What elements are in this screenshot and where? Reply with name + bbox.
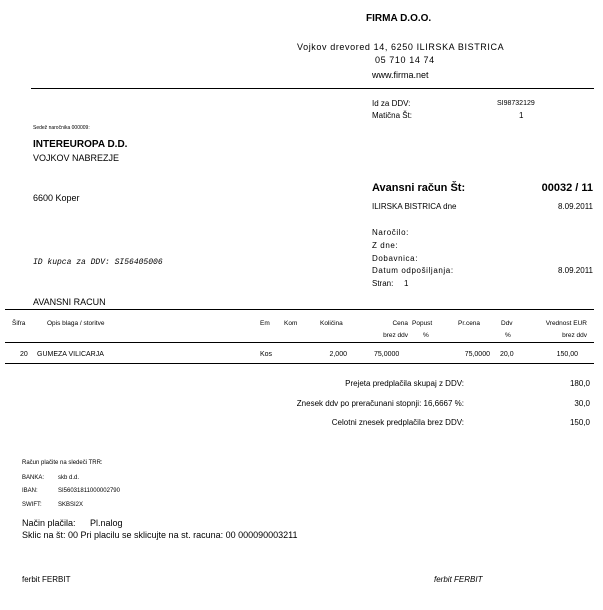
col-ddv-sub: % bbox=[505, 332, 511, 339]
iban-value: SI56031811000002790 bbox=[58, 488, 120, 494]
customer-name: INTEREUROPA D.D. bbox=[33, 139, 128, 150]
table-top-line bbox=[5, 309, 594, 310]
znesek-ddv-value: 30,0 bbox=[574, 399, 590, 408]
maticna-value: 1 bbox=[519, 111, 524, 120]
col-popust-sub: % bbox=[423, 332, 429, 339]
row-vrednost: 150,00 bbox=[556, 351, 578, 358]
company-name: FIRMA D.O.O. bbox=[366, 13, 432, 24]
narocilo-label: Naročilo: bbox=[372, 228, 409, 237]
col-cena-sub: brez ddv bbox=[383, 332, 408, 339]
row-cena: 75,0000 bbox=[374, 351, 400, 358]
banka-label: BANKA: bbox=[22, 475, 45, 481]
invoice-number: 00032 / 11 bbox=[541, 182, 593, 194]
table-bottom-line bbox=[5, 363, 594, 364]
company-phone: 05 710 14 74 bbox=[375, 55, 435, 65]
payment-heading: Račun plačite na sledeči TRR: bbox=[22, 460, 103, 466]
col-kom: Kom bbox=[284, 320, 298, 327]
stran-label: Stran: bbox=[372, 279, 394, 288]
footer-left: ferbit FERBIT bbox=[22, 575, 71, 584]
celotni-label: Celotni znesek predplačila brez DDV: bbox=[331, 418, 464, 427]
row-opis: GUMEZA VILICARJA bbox=[37, 351, 104, 358]
invoice-place: ILIRSKA BISTRICA dne bbox=[372, 202, 457, 211]
stran-value: 1 bbox=[404, 279, 409, 288]
nacin-label: Način plačila: bbox=[22, 518, 76, 528]
col-kolicina: Količina bbox=[320, 320, 343, 327]
celotni-value: 150,0 bbox=[569, 418, 590, 427]
customer-id: ID kupca za DDV: SI56405006 bbox=[33, 258, 163, 267]
row-sifra: 20 bbox=[20, 351, 28, 358]
col-vrednost-sub: brez ddv bbox=[562, 332, 587, 339]
maticna-label: Matična Št: bbox=[372, 111, 413, 120]
col-em: Em bbox=[260, 320, 270, 327]
col-cena: Cena bbox=[392, 320, 408, 327]
invoice-title: Avansni račun Št: bbox=[372, 182, 466, 194]
row-ddv: 20,0 bbox=[500, 351, 514, 358]
company-address: Vojkov drevored 14, 6250 ILIRSKA BISTRICA bbox=[297, 42, 505, 52]
prejeta-value: 180,0 bbox=[569, 379, 590, 388]
customer-street: VOJKOV NABREZJE bbox=[33, 153, 120, 163]
customer-postal: 6600 Koper bbox=[33, 193, 80, 203]
dobavnica-label: Dobavnica: bbox=[372, 254, 419, 263]
col-vrednost: Vrednost EUR bbox=[545, 320, 587, 327]
datum-odposiljanja-value: 8.09.2011 bbox=[558, 266, 593, 275]
footer-right: ferbit FERBIT bbox=[434, 575, 483, 584]
company-web: www.firma.net bbox=[372, 70, 429, 80]
col-sifra: Šifra bbox=[12, 320, 26, 327]
col-ddv: Ddv bbox=[501, 320, 513, 327]
z-dne-label: Z dne: bbox=[372, 241, 399, 250]
col-pcena: Pr.cena bbox=[458, 320, 481, 327]
swift-value: SKBSI2X bbox=[58, 502, 84, 508]
section-title: AVANSNI RACUN bbox=[33, 297, 106, 307]
ddv-id-value: SI98732129 bbox=[497, 100, 535, 107]
table-header-bottom-line bbox=[5, 342, 594, 343]
col-popust: Popust bbox=[412, 320, 433, 327]
row-em: Kos bbox=[260, 351, 273, 358]
ddv-id-label: Id za DDV: bbox=[372, 99, 411, 108]
iban-label: IBAN: bbox=[22, 488, 38, 494]
znesek-ddv-label: Znesek ddv po preračunani stopnji: 16,6667 %: bbox=[296, 399, 464, 408]
header-divider bbox=[31, 88, 594, 89]
col-opis: Opis blaga / storitve bbox=[47, 320, 105, 327]
nacin-value: Pl.nalog bbox=[90, 518, 123, 528]
sklic-line: Sklic na št: 00 Pri placilu se sklicujte na st. racuna: 00 000090003211 bbox=[22, 530, 298, 540]
banka-value: skb d.d. bbox=[58, 475, 80, 481]
prejeta-label: Prejeta predplačila skupaj z DDV: bbox=[345, 379, 464, 388]
row-kolicina: 2,000 bbox=[329, 351, 347, 358]
customer-small-label: Sedež naročnika 000009: bbox=[33, 125, 90, 131]
swift-label: SWIFT: bbox=[22, 502, 42, 508]
invoice-date: 8.09.2011 bbox=[558, 202, 593, 211]
datum-odposiljanja-label: Datum odpošiljanja: bbox=[372, 266, 454, 275]
row-pcena: 75,0000 bbox=[464, 351, 490, 358]
